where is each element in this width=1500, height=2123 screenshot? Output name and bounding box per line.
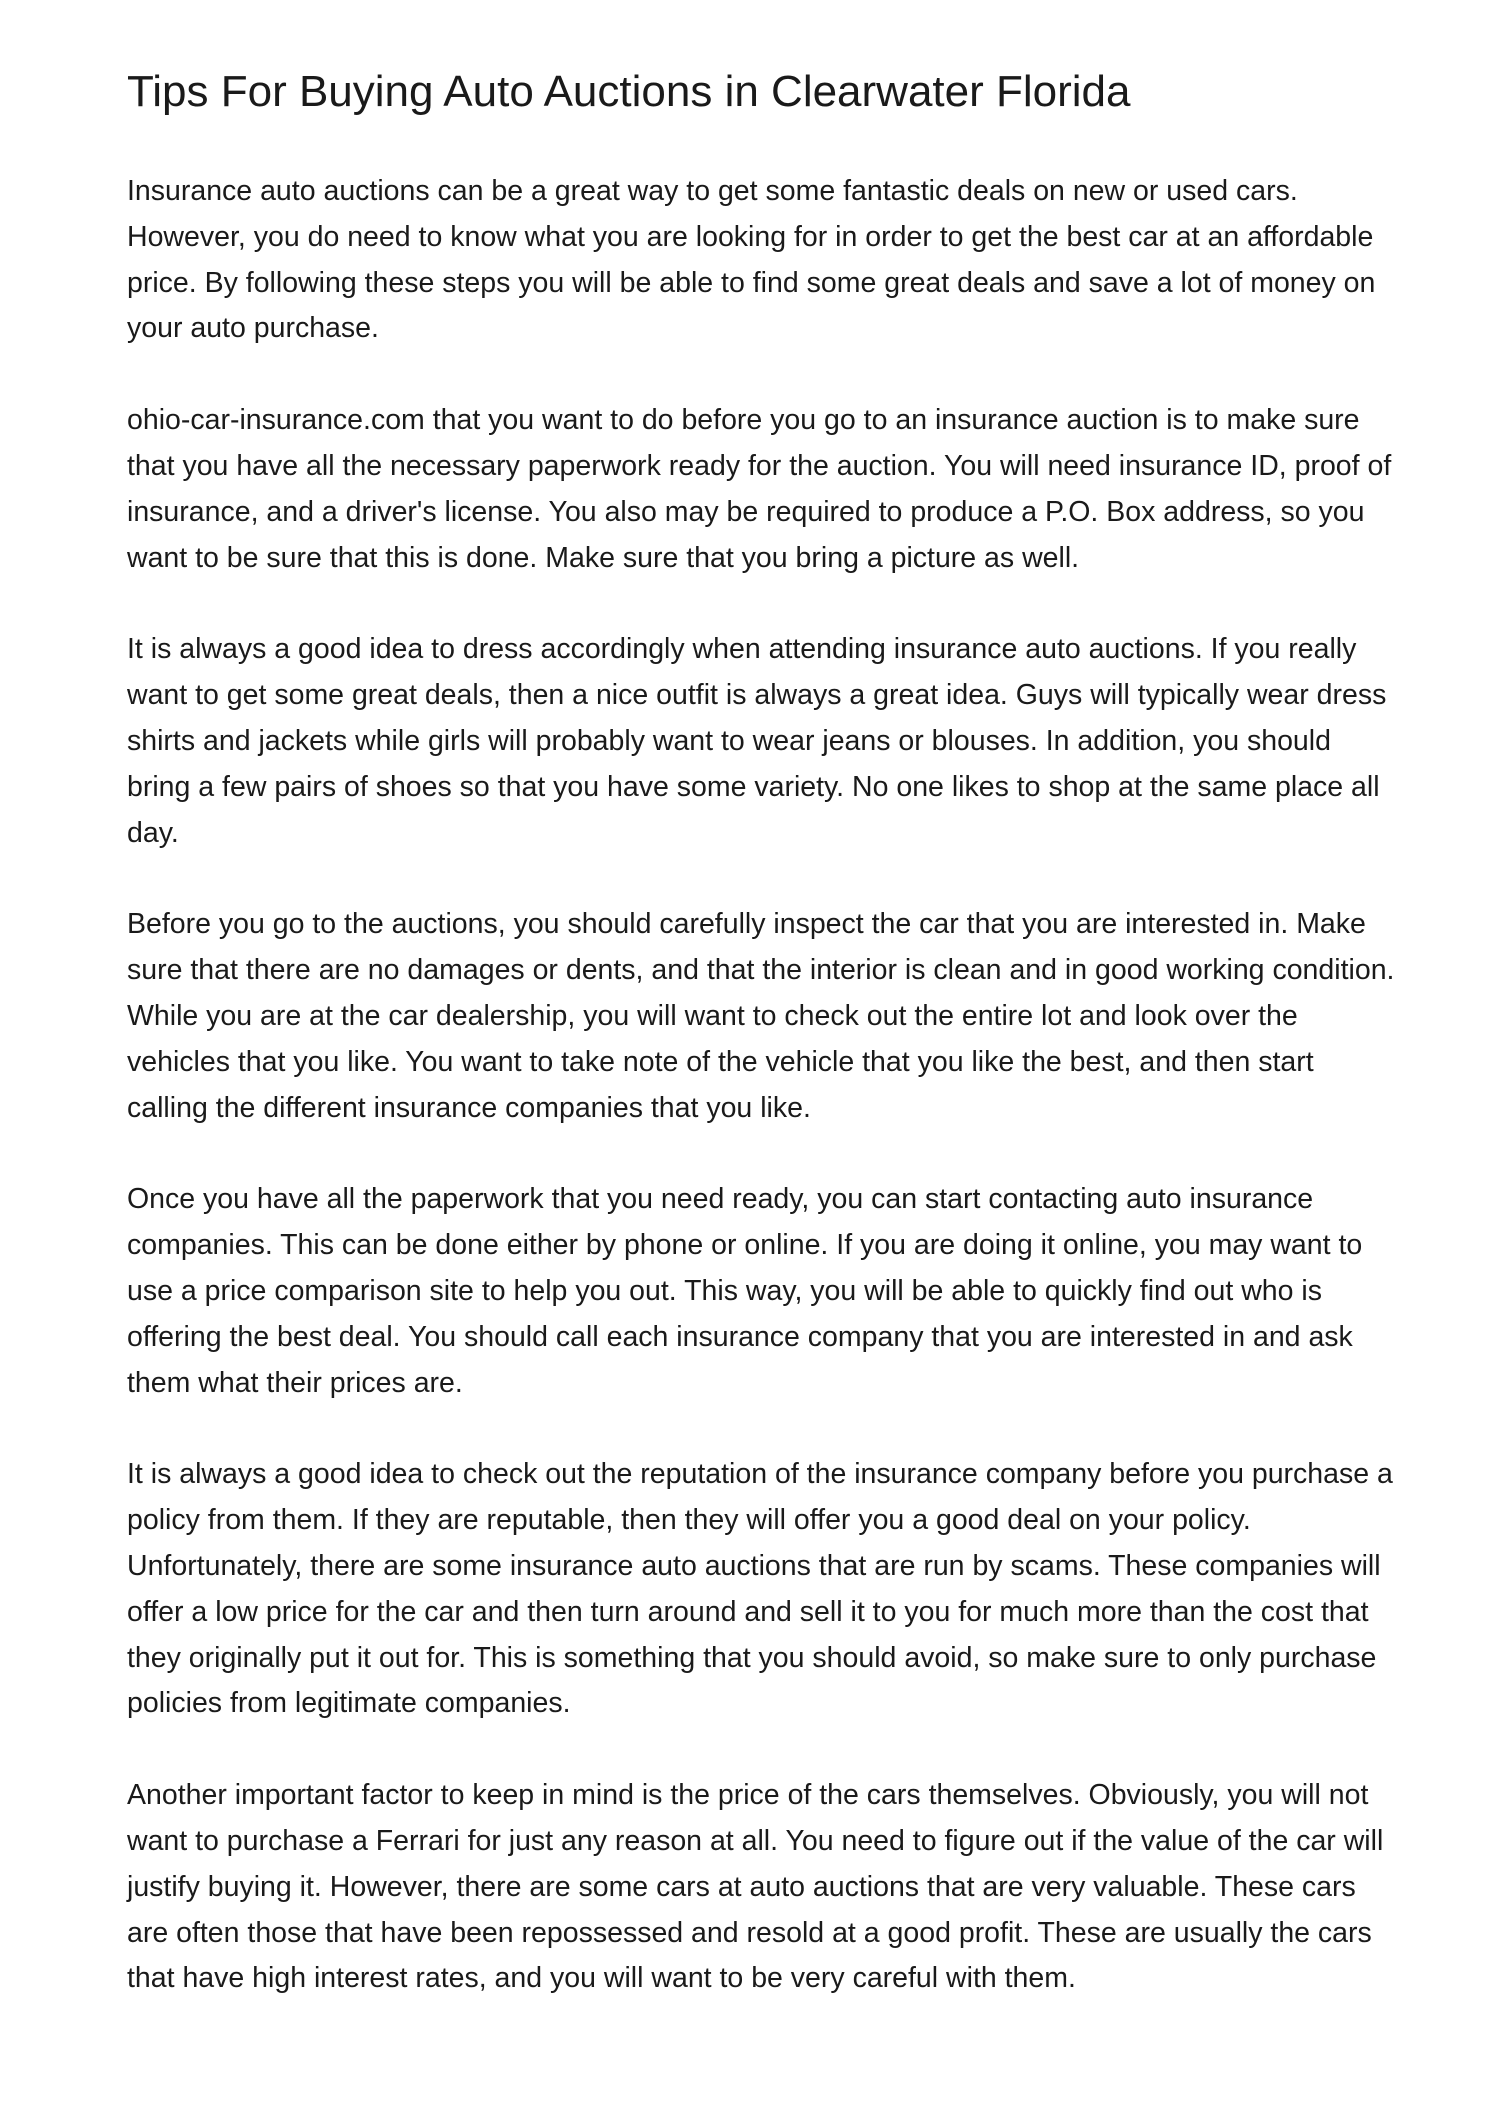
document-page [127, 62, 1397, 2048]
paragraph-dress: It is always a good idea to dress accordingly when attending insurance auto auctions. If you really want to get some great deals, then a nice outfit is always a great idea. Guys will typically wear dress shirts and jackets while girls will probably want to wear jeans or blouses. In addition, you should bring a few pairs of shoes so that you have some variety. No one likes to shop at the same place all day. [127, 633, 1387, 849]
paragraph-paperwork: ohio-car-insurance.com that you want to do before you go to an insurance auction is to make sure that you have all the necessary paperwork ready for the auction. You will need insurance ID, proof of insurance, and a driver's license. You also may be required to produce a P.O. Box address, so you want to be sure that this is done. Make sure that you bring a picture as well. [127, 404, 1392, 574]
paragraph-intro: Insurance auto auctions can be a great way to get some fantastic deals on new or used cars. However, you do need to know what you are looking for in order to get the best car at an affordable price. By following these steps you will be able to find some great deals and save a lot of money on your auto purchase. [127, 175, 1376, 345]
paragraph-inspect: Before you go to the auctions, you should carefully inspect the car that you are interested in. Make sure that there are no damages or dents, and that the interior is clean and in good working condition. While you are at the car dealership, you will want to check out the entire lot and look over the vehicles that you like. You want to take note of the vehicle that you like the best, and then start calling the different insurance companies that you like. [127, 908, 1395, 1124]
paragraph-contact: Once you have all the paperwork that you need ready, you can start contacting auto insurance companies. This can be done either by phone or online. If you are doing it online, you may want to use a price comparison site to help you out. This way, you will be able to quickly find out who is offering the best deal. You should call each insurance company that you are interested in and ask them what their prices are. [127, 1183, 1363, 1399]
page-title: Tips For Buying Auto Auctions in Clearwater Florida [127, 67, 1131, 116]
paragraph-price: Another important factor to keep in mind is the price of the cars themselves. Obviously, you will not want to purchase a Ferrari for just any reason at all. You need to figure out if the value of the car will justify buying it. However, there are some cars at auto auctions that are very valuable. These cars are often those that have been repossessed and resold at a good profit. These are usually the cars that have high interest rates, and you will want to be very careful with them. [127, 1779, 1384, 1995]
paragraph-reputation: It is always a good idea to check out the reputation of the insurance company before you purchase a policy from them. If they are reputable, then they will offer you a good deal on your policy. Unfortunately, there are some insurance auto auctions that are run by scams. These companies will offer a low price for the car and then turn around and sell it to you for much more than the cost that they originally put it out for. This is something that you should avoid, so make sure to only purchase policies from legitimate companies. [127, 1458, 1393, 1720]
